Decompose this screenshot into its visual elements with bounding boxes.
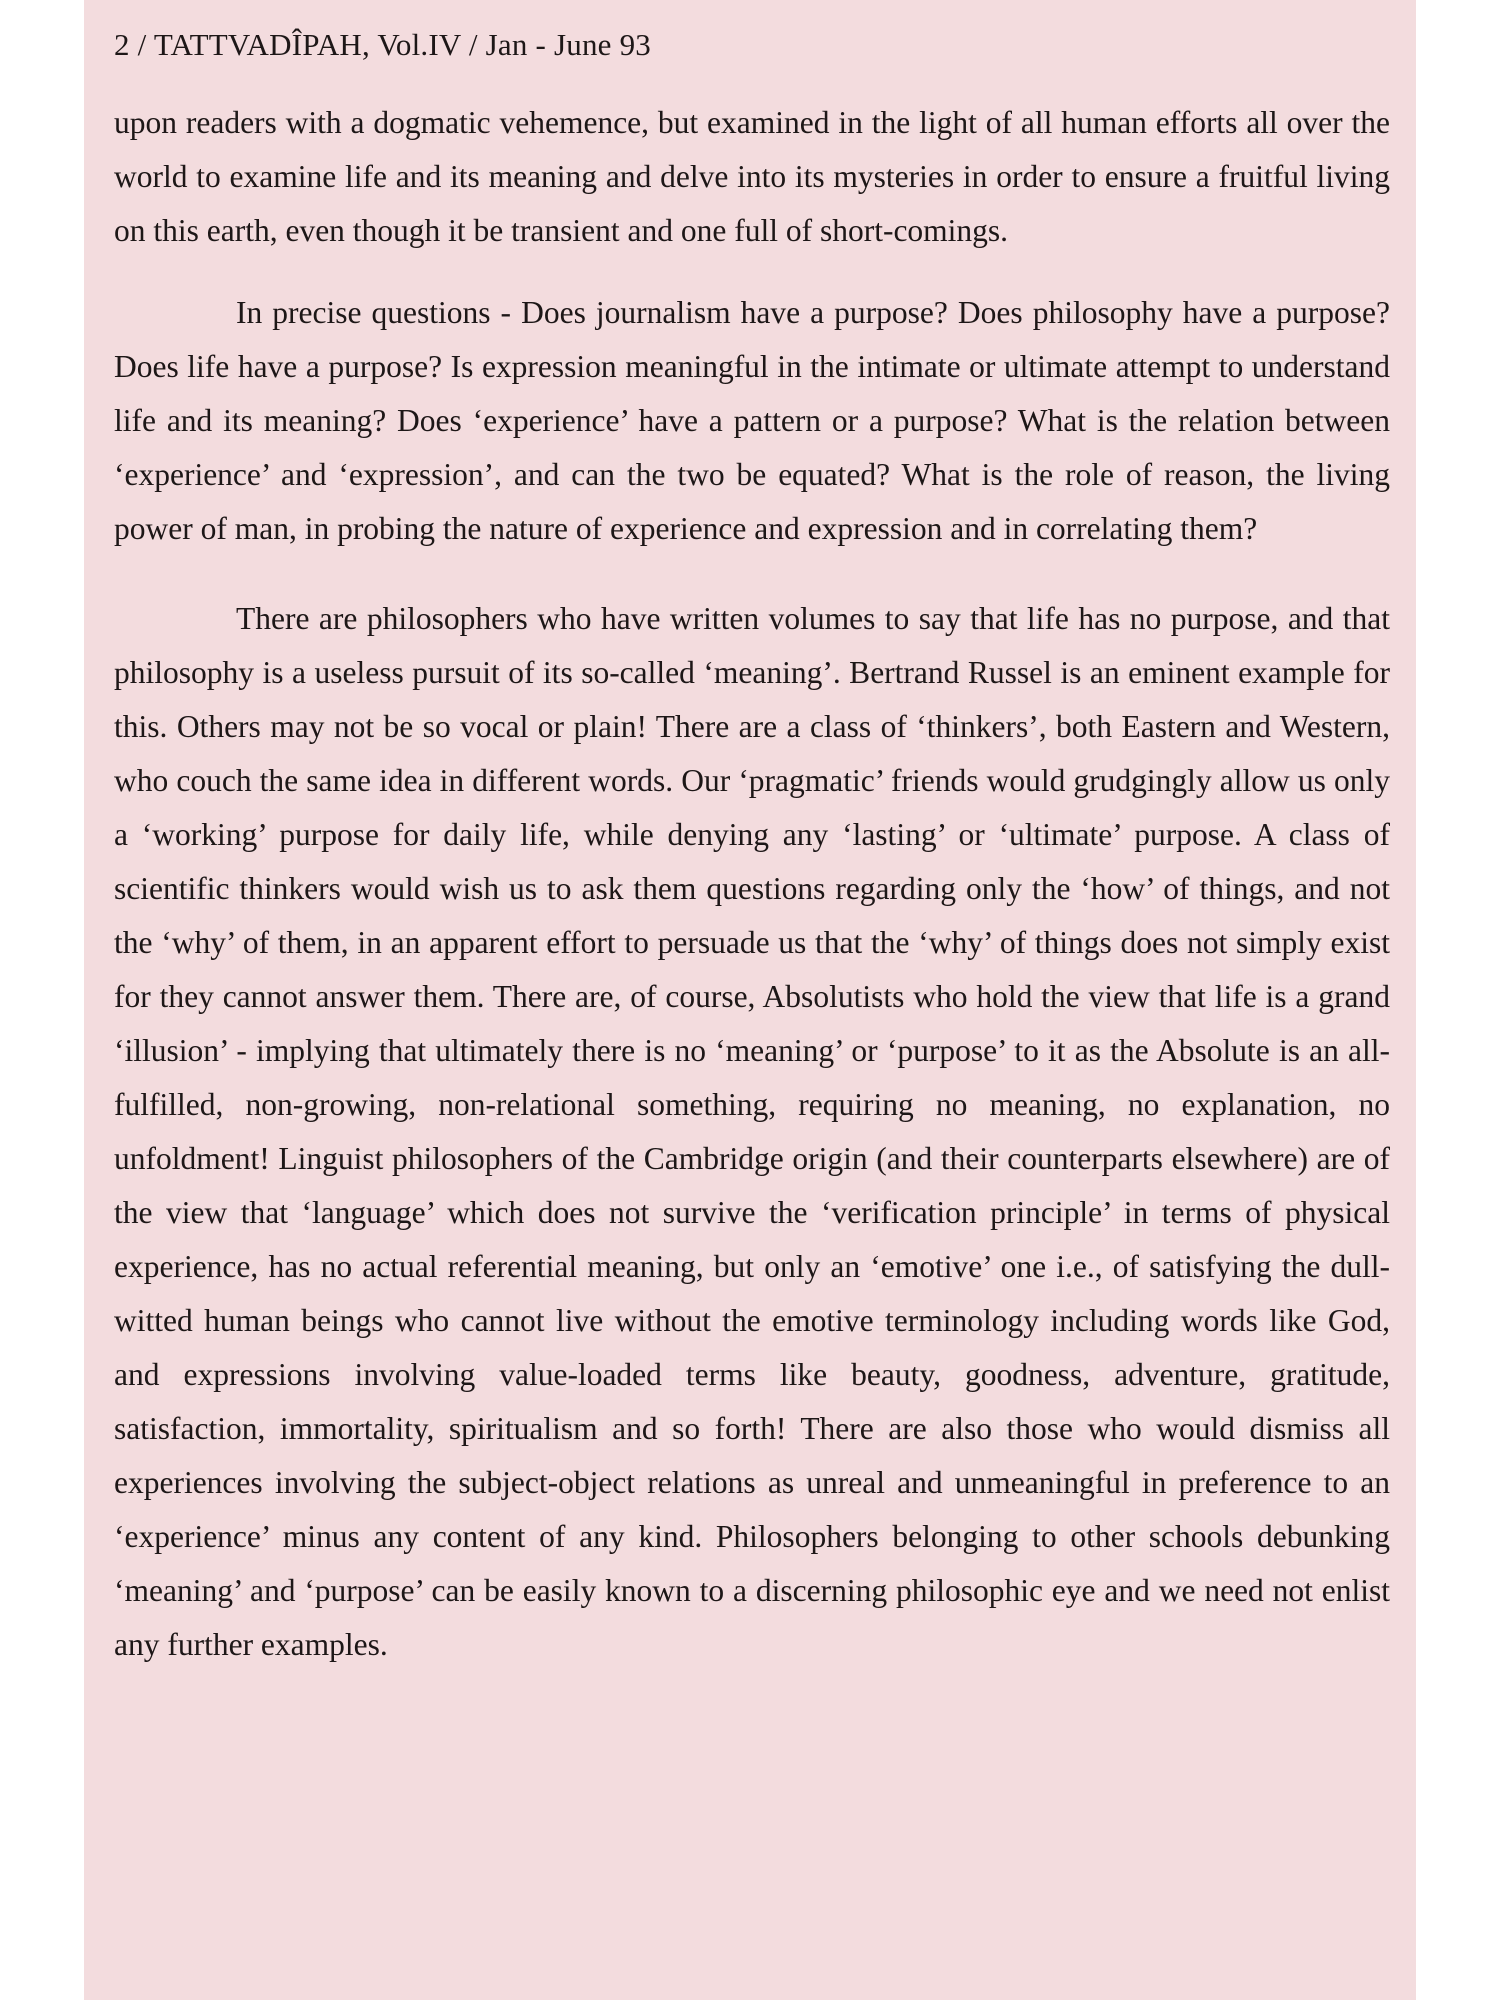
paragraph-questions: In precise questions - Does journalism have a purpose? Does philosophy have a purpose? Does life have a purpose? Is expression meaningful in the intimate or ultimate attempt to understand life and its meaning? Does ‘experience’ have a pattern or a purpose? What is the relation between ‘experience’ and ‘expression’, and can the two be equated? What is the role of reason, the living power of man, in probing the nature of experience and expression and in correlating them?	[114, 295, 1390, 546]
document-page	[84, 0, 1416, 2000]
running-head: 2 / TATTVADÎPAH, Vol.IV / Jan - June 93	[114, 27, 651, 62]
paragraph-philosophers: There are philosophers who have written volumes to say that life has no purpose, and that philosophy is a useless pursuit of its so-called ‘meaning’. Bertrand Russel is an eminent example for this. Others may not be so vocal or plain! There are a class of ‘thinkers’, both Eastern and Western, who couch the same idea in different words. Our ‘pragmatic’ friends would grudgingly allow us only a ‘working’ purpose for daily life, while denying any ‘lasting’ or ‘ultimate’ purpose. A class of scientific thinkers would wish us to ask them questions regarding only the ‘how’ of things, and not the ‘why’ of them, in an apparent effort to persuade us that the ‘why’ of things does not simply exist for they cannot answer them. There are, of course, Absolutists who hold the view that life is a grand ‘illusion’ - implying that ultimately there is no ‘meaning’ or ‘purpose’ to it as the Absolute is an all-fulfilled, non-growing, non-relational something, requiring no meaning, no explanation, no unfoldment! Linguist philosophers of the Cambridge origin (and their counterparts elsewhere) are of the view that ‘language’ which does not survive the ‘verification principle’ in terms of physical experience, has no actual referential meaning, but only an ‘emotive’ one i.e., of satisfying the dull-witted human beings who cannot live without the emotive terminology including words like God, and expressions involving value-loaded terms like beauty, goodness, adventure, gratitude, satisfaction, immortality, spiritualism and so forth! There are also those who would dismiss all experiences involving the subject-object relations as unreal and unmeaningful in preference to an ‘experience’ minus any content of any kind. Philosophers belonging to other schools debunking ‘meaning’ and ‘purpose’ can be easily known to a discerning philosophic eye and we need not enlist any further examples.	[114, 601, 1390, 1662]
paragraph-continuation: upon readers with a dogmatic vehemence, but examined in the light of all human efforts all over the world to examine life and its meaning and delve into its mysteries in order to ensure a fruitful living on this earth, even though it be transient and one full of short-comings.	[114, 105, 1390, 248]
